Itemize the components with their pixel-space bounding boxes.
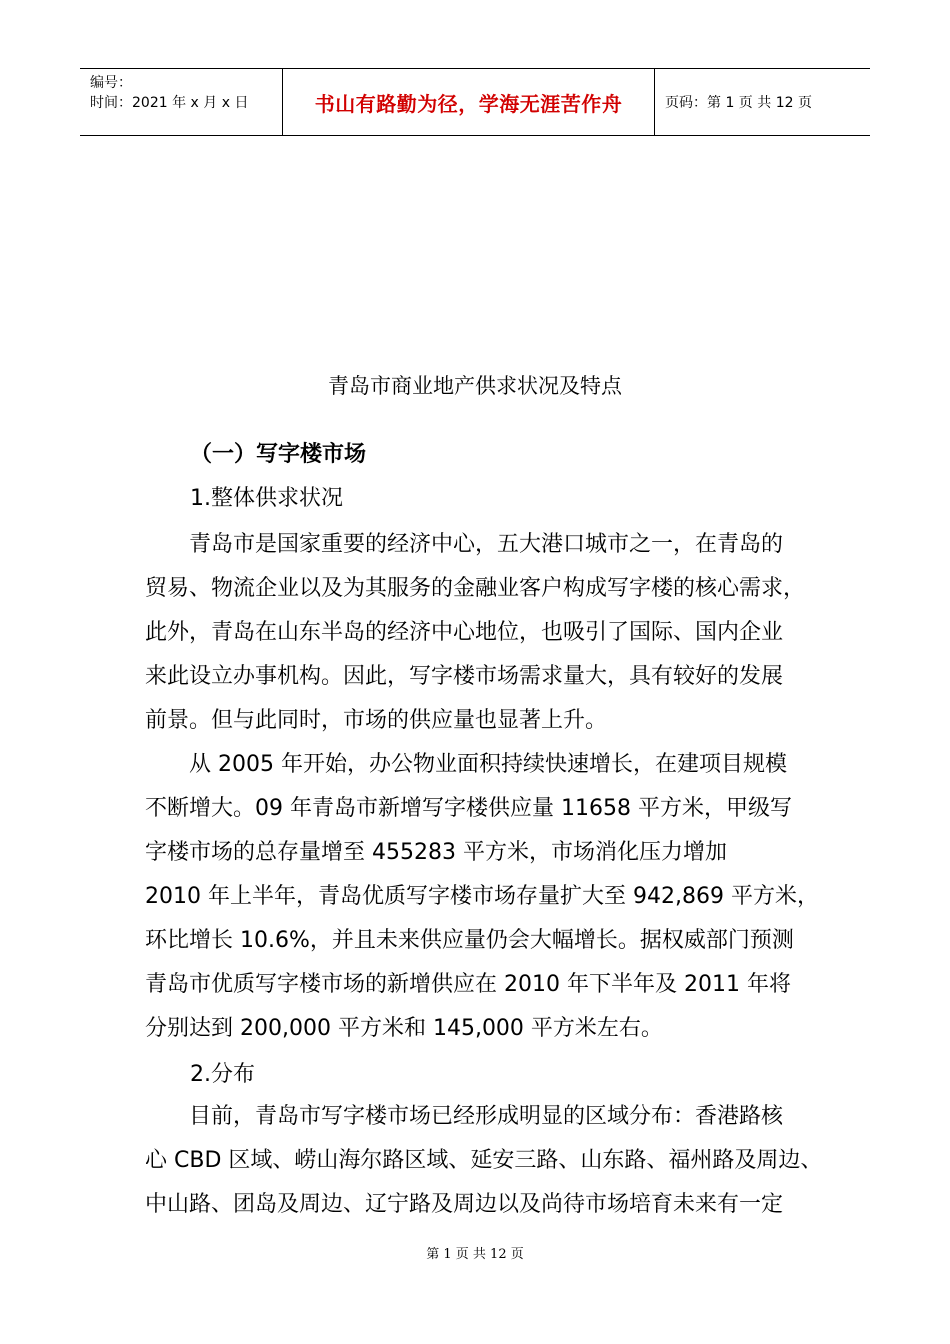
header-page-info: 页码：第 1 页 共 12 页 xyxy=(665,95,812,111)
number-label: 编号： xyxy=(90,75,132,91)
paragraph-line: 分别达到 200,000 平方米和 145,000 平方米左右。 xyxy=(145,1016,663,1041)
document-title: 青岛市商业地产供求状况及特点 xyxy=(328,374,622,398)
time-label: 时间：2021 年 x 月 x 日 xyxy=(90,95,249,111)
paragraph-line: 前景。但与此同时，市场的供应量也显著上升。 xyxy=(145,708,608,733)
paragraph-line: 2010 年上半年，青岛优质写字楼市场存量扩大至 942,869 平方米， xyxy=(145,884,819,909)
paragraph-line: 心 CBD 区域、崂山海尔路区域、延安三路、山东路、福州路及周边、 xyxy=(145,1148,823,1173)
paragraph-2 xyxy=(145,743,819,1051)
paragraph-line: 此外，青岛在山东半岛的经济中心地位，也吸引了国际、国内企业 xyxy=(145,620,784,645)
page-footer: 第 1 页 共 12 页 xyxy=(426,1247,524,1262)
paragraph-line: 不断增大。09 年青岛市新增写字楼供应量 11658 平方米，甲级写 xyxy=(145,796,792,821)
paragraph-line: 从 2005 年开始，办公物业面积持续快速增长，在建项目规模 xyxy=(145,752,787,777)
paragraph-line: 贸易、物流企业以及为其服务的金融业客户构成写字楼的核心需求， xyxy=(145,576,806,601)
subheading-supply-demand: 1.整体供求状况 xyxy=(190,486,343,511)
paragraph-line: 环比增长 10.6%，并且未来供应量仍会大幅增长。据权威部门预测 xyxy=(145,928,794,953)
subheading-distribution: 2.分布 xyxy=(190,1062,255,1087)
paragraph-line: 字楼市场的总存量增至 455283 平方米，市场消化压力增加 xyxy=(145,840,727,865)
paragraph-line: 中山路、团岛及周边、辽宁路及周边以及尚待市场培育未来有一定 xyxy=(145,1192,784,1217)
paragraph-line: 青岛市优质写字楼市场的新增供应在 2010 年下半年及 2011 年将 xyxy=(145,972,791,997)
paragraph-3 xyxy=(145,1095,823,1227)
paragraph-line: 青岛市是国家重要的经济中心，五大港口城市之一，在青岛的 xyxy=(145,532,784,557)
header-motto: 书山有路勤为径，学海无涯苦作舟 xyxy=(282,69,655,135)
section-heading: （一）写字楼市场 xyxy=(190,442,367,467)
paragraph-1 xyxy=(145,523,815,743)
paragraph-line: 目前，青岛市写字楼市场已经形成明显的区域分布：香港路核 xyxy=(145,1104,784,1129)
paragraph-line: 来此设立办事机构。因此，写字楼市场需求量大，具有较好的发展 xyxy=(145,664,784,689)
document-header xyxy=(80,68,870,136)
header-meta xyxy=(80,69,282,135)
